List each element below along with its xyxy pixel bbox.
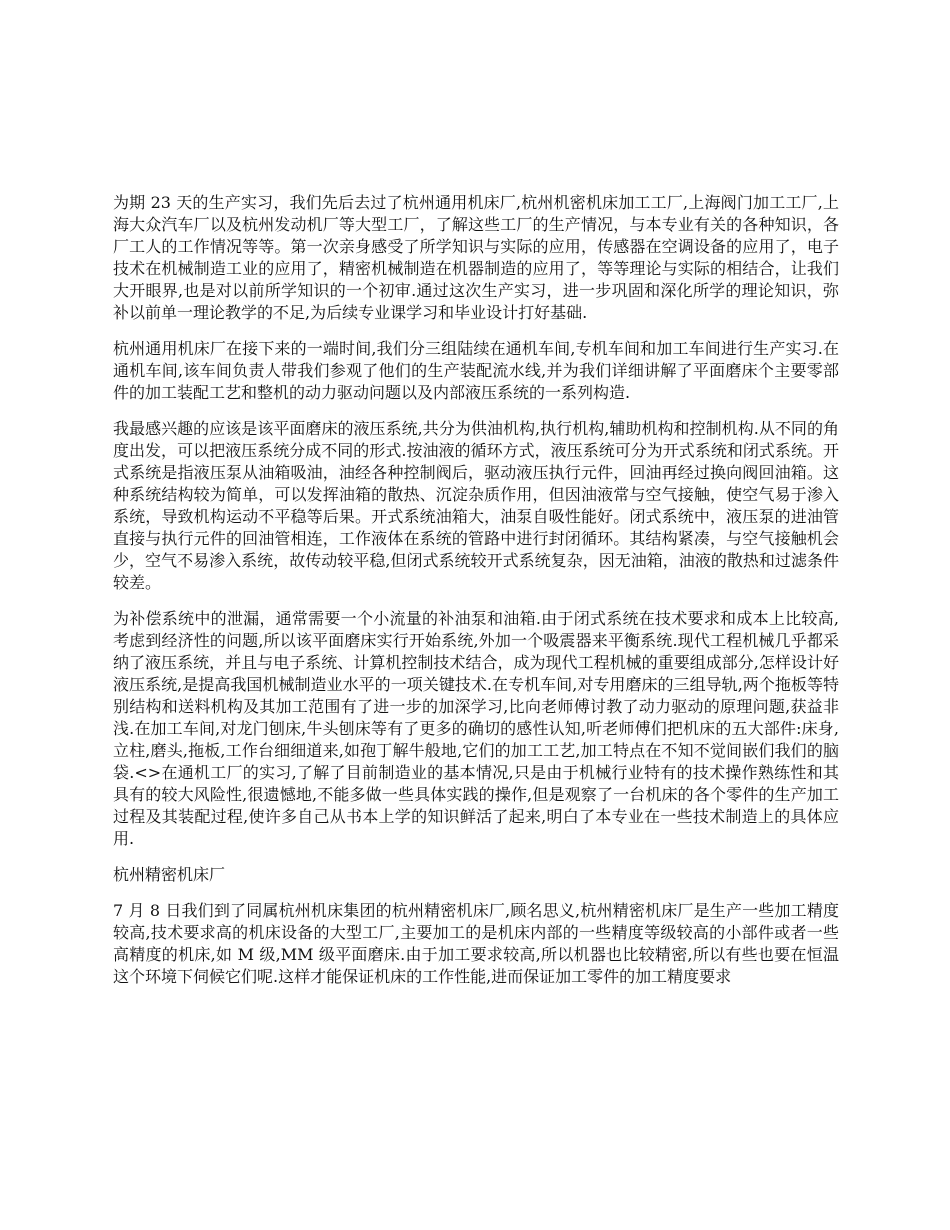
section-heading: 杭州精密机床厂 bbox=[113, 865, 226, 884]
document-body bbox=[113, 192, 839, 1002]
paragraph-hydraulic-system: 我最感兴趣的应该是该平面磨床的液压系统,共分为供油机构,执行机构,辅助机构和控制机构.从不同的角度出发，可以把液压系统分成不同的形式.按油液的循环方式，液压系统可分为开式系统和闭式系统。开式系统是指液压泵从油箱吸油，油经各种控制阀后，驱动液压执行元件，回油再经过换向阀回油箱。这种系统结构较为简单，可以发挥油箱的散热、沉淀杂质作用，但因油液常与空气接触，使空气易于渗入系统，导致机构运动不平稳等后果。开式系统油箱大，油泵自吸性能好。闭式系统中，液压泵的进油管直接与执行元件的回油管相连，工作液体在系统的管路中进行封闭循环。其结构紧凑，与空气接触机会少，空气不易渗入系统，故传动较平稳,但闭式系统较开式系统复杂，因无油箱，油液的散热和过滤条件较差。 bbox=[113, 419, 839, 592]
paragraph-precision-plant: 7 月 8 日我们到了同属杭州机床集团的杭州精密机床厂,顾名思义,杭州精密机床厂是生产一些加工精度较高,技术要求高的机床设备的大型工厂,主要加工的是机床内部的一些精度等级较高的小部件或者一些高精度的机床,如 M 级,MM 级平面磨床.由于加工要求较高,所以机器也比较精密,所以有些也要在恒温这个环境下伺候它们呢.这样才能保证机床的工作性能,进而保证加工零件的加工精度要求 bbox=[113, 901, 839, 986]
paragraph-general-machine-tool-plant: 杭州通用机床厂在接下来的一端时间,我们分三组陆续在通机车间,专机车间和加工车间进行生产实习.在通机车间,该车间负责人带我们参观了他们的生产装配流水线,并为我们详细讲解了平面磨床个主要零部件的加工装配工艺和整机的动力驱动问题以及内部液压系统的一系列构造. bbox=[113, 339, 839, 402]
paragraph-intro: 为期 23 天的生产实习，我们先后去过了杭州通用机床厂,杭州机密机床加工工厂,上海阀门加工工厂,上海大众汽车厂以及杭州发动机厂等大型工厂，了解这些工厂的生产情况，与本专业有关的各种知识，各厂工人的工作情况等等。第一次亲身感受了所学知识与实际的应用，传感器在空调设备的应用了，电子技术在机械制造工业的应用了，精密机械制造在机器制造的应用了，等等理论与实际的相结合，让我们大开眼界,也是对以前所学知识的一个初审.通过这次生产实习，进一步巩固和深化所学的理论知识，弥补以前单一理论教学的不足,为后续专业课学习和毕业设计打好基础. bbox=[113, 193, 839, 322]
paragraph-leak-compensation: 为补偿系统中的泄漏，通常需要一个小流量的补油泵和油箱.由于闭式系统在技术要求和成本上比较高,考虑到经济性的问题,所以该平面磨床实行开始系统,外加一个吸震器来平衡系统.现代工程机械几乎都采纳了液压系统，并且与电子系统、计算机控制技术结合，成为现代工程机械的重要组成部分,怎样设计好液压系统,是提高我国机械制造业水平的一项关键技术.在专机车间,对专用磨床的三组导轨,两个拖板等特别结构和送料机构及其加工范围有了进一步的加深学习,比向老师傅讨教了动力驱动的原理问题,获益非浅.在加工车间,对龙门刨床,牛头刨床等有了更多的确切的感性认知,听老师傅们把机床的五大部件:床身,立柱,磨头,拖板,工作台细细道来,如孢丁解牛般地,它们的加工工艺,加工特点在不知不觉间嵌们我们的脑袋.<>在通机工厂的实习,了解了目前制造业的基本情况,只是由于机械行业特有的技术操作熟练性和其具有的较大风险性,很遗憾地,不能多做一些具体实践的操作,但是观察了一台机床的各个零件的生产加工过程及其装配过程,使许多自己从书本上学的知识鲜活了起来,明白了本专业在一些技术制造上的具体应用. bbox=[113, 609, 839, 848]
